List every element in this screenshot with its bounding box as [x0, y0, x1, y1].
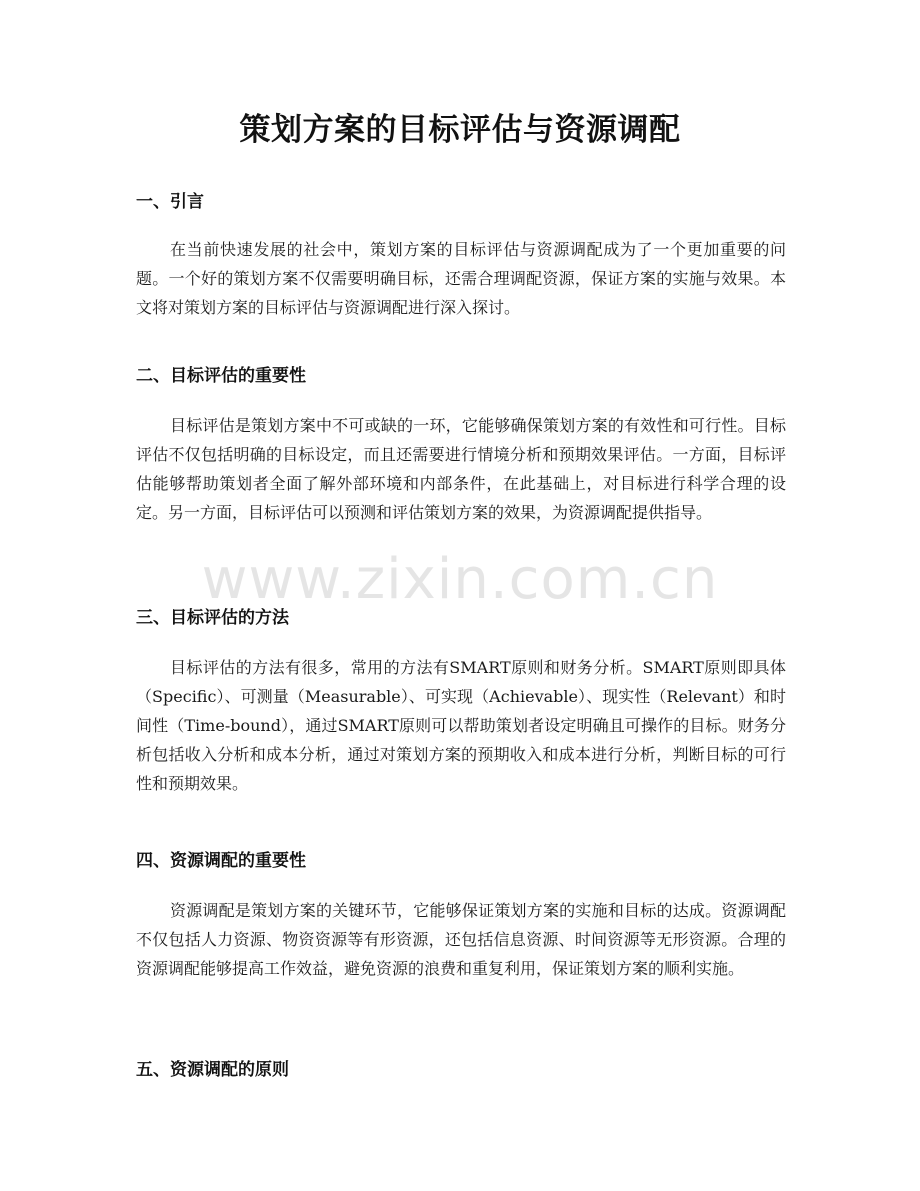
section-heading-resource-principles: 五、资源调配的原则	[136, 1060, 289, 1080]
watermark-text: www.zixin.com.cn	[201, 547, 719, 612]
section-heading-goal-methods: 三、目标评估的方法	[136, 608, 289, 628]
section-heading-goal-importance: 二、目标评估的重要性	[136, 366, 306, 386]
section-paragraph-introduction: 在当前快速发展的社会中，策划方案的目标评估与资源调配成为了一个更加重要的问题。一个好的策划方案不仅需要明确目标，还需合理调配资源，保证方案的实施与效果。本文将对策划方案的目标评估与资源调配进行深入探讨。	[136, 240, 786, 317]
section-paragraph-goal-methods: 目标评估的方法有很多，常用的方法有SMART原则和财务分析。SMART原则即具体（Specific）、可测量（Measurable）、可实现（Achievable）、现实性（Relevant）和时间性（Time-bound），通过SMART原则可以帮助策划者设定明确且可操作的目标。财务分析包括收入分析和成本分析，通过对策划方案的预期收入和成本进行分析，判断目标的可行性和预期效果。	[136, 658, 786, 793]
document-title: 策划方案的目标评估与资源调配	[239, 112, 681, 148]
section-heading-introduction: 一、引言	[136, 192, 204, 212]
section-paragraph-resource-importance: 资源调配是策划方案的关键环节，它能够保证策划方案的实施和目标的达成。资源调配不仅包括人力资源、物资资源等有形资源，还包括信息资源、时间资源等无形资源。合理的资源调配能够提高工作效益，避免资源的浪费和重复利用，保证策划方案的顺利实施。	[136, 901, 786, 978]
section-paragraph-goal-importance: 目标评估是策划方案中不可或缺的一环，它能够确保策划方案的有效性和可行性。目标评估不仅包括明确的目标设定，而且还需要进行情境分析和预期效果评估。一方面，目标评估能够帮助策划者全面了解外部环境和内部条件，在此基础上，对目标进行科学合理的设定。另一方面，目标评估可以预测和评估策划方案的效果，为资源调配提供指导。	[136, 416, 786, 522]
section-heading-resource-importance: 四、资源调配的重要性	[136, 851, 306, 871]
